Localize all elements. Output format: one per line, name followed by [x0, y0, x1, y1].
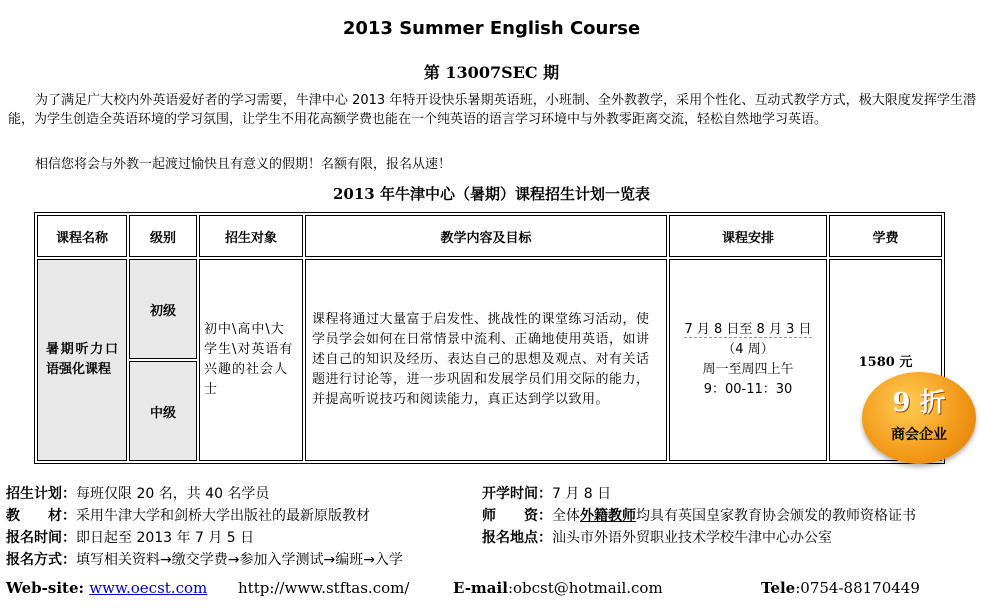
header-target: 招生对象: [199, 215, 303, 257]
content-cell: 课程将通过大量富于启发性、挑战性的课堂练习活动，使学员学会如何在日常情景中流利、正确地使用英语，如讲述自己的知识及经历、表达自己的思想及观点、对有关话题进行讨论等，进一步巩固和发展学员们用交际的能力，并提高听说技巧和阅读能力，真正达到学以致用。: [305, 259, 667, 461]
level-intermediate: 中级: [129, 361, 197, 461]
website-group: Web-site: www.oecst.com: [6, 579, 208, 597]
schedule-cell: [669, 259, 827, 461]
material-row: 教 材：采用牛津大学和剑桥大学出版社的最新原版教材: [6, 508, 370, 524]
schedule-days: 周一至周四上午: [702, 362, 794, 377]
discount-badge: [862, 372, 976, 464]
intro-closing: 相信您将会与外教一起渡过愉快且有意义的假期！名额有限，报名从速！: [35, 157, 452, 172]
tel-text: 0754-88170449: [800, 579, 920, 597]
website2-text: http://www.stftas.com/: [238, 579, 410, 597]
schedule-dates: 7 月 8 日至 8 月 3 日: [684, 322, 812, 337]
email-group: E-mail: obcst@hotmail.com: [453, 579, 663, 597]
header-course-name: 课程名称: [37, 215, 127, 257]
website-link[interactable]: www.oecst.com: [89, 579, 208, 597]
intro-paragraph: 为了满足广大校内外英语爱好者的学习需要，牛津中心 2013 年特开设快乐暑期英语班，小班制、全外教教学，采用个性化、互动式教学方式，极大限度发挥学生潜能，为学生创造全英语环境的学习氛围，让学生不用花高额学费也能在一个纯英语的语言学习环境中与外教零距离交流，轻松自然地学习英语。: [8, 93, 976, 127]
foreign-teacher-link[interactable]: 外籍教师: [580, 508, 636, 524]
teacher-row: 师 资：全体外籍教师均具有英国皇家教育协会颁发的教师资格证书: [482, 508, 916, 524]
course-plan-table: [34, 212, 945, 464]
course-name-cell: 暑期听力口语强化课程: [37, 259, 127, 461]
quota-row: 招生计划：每班仅限 20 名，共 40 名学员: [6, 486, 270, 502]
table-title: 2013 年牛津中心（暑期）课程招生计划一览表: [333, 185, 650, 203]
header-schedule: 课程安排: [669, 215, 827, 257]
table-header-row: [37, 215, 942, 257]
fee-cell: 1580 元: [829, 259, 942, 461]
page-title: 2013 Summer English Course: [342, 18, 641, 39]
enrollment-info-left: [6, 483, 403, 571]
schedule-time: 9：00-11：30: [703, 382, 793, 397]
reg-method-row: 报名方式：填写相关资料→缴交学费→参加入学测试→编班→入学: [6, 552, 403, 568]
tel-group: Tele: 0754-88170449: [761, 579, 920, 597]
schedule-weeks: （4 周）: [722, 342, 774, 357]
header-level: 级别: [129, 215, 197, 257]
issue-number: 第 13007SEC 期: [423, 63, 560, 82]
enrollment-info-right: [482, 483, 916, 549]
discount-label: 商会企业: [891, 427, 947, 443]
header-content: 教学内容及目标: [305, 215, 667, 257]
email-text: obcst@hotmail.com: [513, 579, 663, 597]
header-fee: 学费: [829, 215, 942, 257]
location-row: 报名地点：汕头市外语外贸职业技术学校牛津中心办公室: [482, 530, 832, 546]
level-beginner: 初级: [129, 259, 197, 359]
discount-text: 9 折: [892, 388, 946, 418]
reg-time-row: 报名时间：即日起至 2013 年 7 月 5 日: [6, 530, 255, 546]
target-cell: 初中\高中\大学生\对英语有兴趣的社会人士: [199, 259, 303, 461]
table-row: [37, 259, 942, 359]
start-date-row: 开学时间：7 月 8 日: [482, 486, 612, 502]
